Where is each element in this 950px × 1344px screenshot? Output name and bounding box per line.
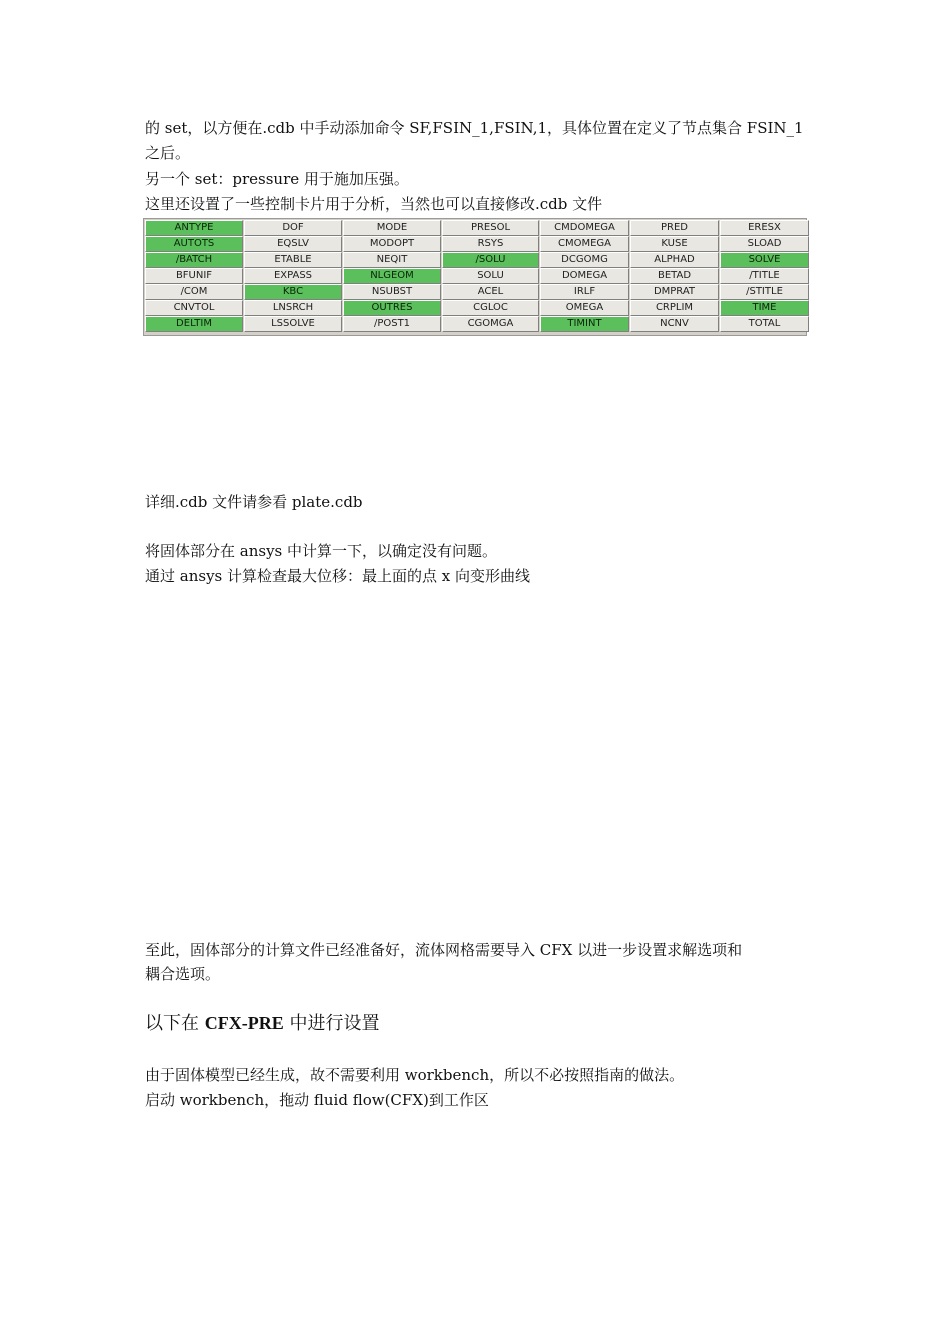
control-card-alphad: ALPHAD: [630, 252, 719, 268]
control-card-nsubst: NSUBST: [343, 284, 441, 300]
control-card-cmomega: CMOMEGA: [540, 236, 629, 252]
control-card-presol: PRESOL: [442, 220, 539, 236]
control-card-neqit: NEQIT: [343, 252, 441, 268]
control-card-dcgomg: DCGOMG: [540, 252, 629, 268]
section-heading: [145, 1011, 379, 1036]
control-card-bfunif: BFUNIF: [145, 268, 243, 284]
control-card-eresx: ERESX: [720, 220, 809, 236]
text-line-5: 详细.cdb 文件请参看 plate.cdb: [145, 493, 363, 511]
control-card-sload: SLOAD: [720, 236, 809, 252]
heading-bold: CFX-PRE: [204, 1013, 284, 1033]
control-card-betad: BETAD: [630, 268, 719, 284]
control-card-time: TIME: [720, 300, 809, 316]
control-card-total: TOTAL: [720, 316, 809, 332]
control-card-timint: TIMINT: [540, 316, 629, 332]
heading-suffix: 中进行设置: [283, 1013, 380, 1034]
text-line-3: 另一个 set：pressure 用于施加压强。: [145, 170, 409, 188]
control-card-omega: OMEGA: [540, 300, 629, 316]
control-card-dof: DOF: [244, 220, 342, 236]
control-card-kuse: KUSE: [630, 236, 719, 252]
text-line-10: 由于固体模型已经生成，故不需要利用 workbench，所以不必按照指南的做法。: [145, 1066, 685, 1084]
text-line-1: 的 set，以方便在.cdb 中手动添加命令 SF,FSIN_1,FSIN,1，具体位置在定义了节点集合 FSIN_1: [145, 119, 804, 137]
control-card-solu: /SOLU: [442, 252, 539, 268]
control-card-modopt: MODOPT: [343, 236, 441, 252]
control-card-nlgeom: NLGEOM: [343, 268, 441, 284]
control-card-solu: SOLU: [442, 268, 539, 284]
control-card-autots: AUTOTS: [145, 236, 243, 252]
control-card-kbc: KBC: [244, 284, 342, 300]
control-card-deltim: DELTIM: [145, 316, 243, 332]
control-card-irlf: IRLF: [540, 284, 629, 300]
control-card-pred: PRED: [630, 220, 719, 236]
control-card-acel: ACEL: [442, 284, 539, 300]
control-card-rsys: RSYS: [442, 236, 539, 252]
control-card-eqslv: EQSLV: [244, 236, 342, 252]
control-card-cgomga: CGOMGA: [442, 316, 539, 332]
control-card-expass: EXPASS: [244, 268, 342, 284]
control-card-domega: DOMEGA: [540, 268, 629, 284]
control-cards-grid: [143, 218, 807, 336]
control-card-crplim: CRPLIM: [630, 300, 719, 316]
control-card-ncnv: NCNV: [630, 316, 719, 332]
control-card-lssolve: LSSOLVE: [244, 316, 342, 332]
control-card-outres: OUTRES: [343, 300, 441, 316]
text-line-6: 将固体部分在 ansys 中计算一下，以确定没有问题。: [145, 542, 498, 560]
control-card-cmdomega: CMDOMEGA: [540, 220, 629, 236]
control-card-cgloc: CGLOC: [442, 300, 539, 316]
control-card-dmprat: DMPRAT: [630, 284, 719, 300]
control-card-etable: ETABLE: [244, 252, 342, 268]
control-card-solve: SOLVE: [720, 252, 809, 268]
control-card-lnsrch: LNSRCH: [244, 300, 342, 316]
control-card-stitle: /STITLE: [720, 284, 809, 300]
control-card-com: /COM: [145, 284, 243, 300]
control-card-mode: MODE: [343, 220, 441, 236]
text-line-7: 通过 ansys 计算检查最大位移：最上面的点 x 向变形曲线: [145, 567, 531, 585]
text-line-8: 至此，固体部分的计算文件已经准备好，流体网格需要导入 CFX 以进一步设置求解选项和: [145, 941, 743, 959]
text-line-9: 耦合选项。: [145, 965, 221, 983]
control-card-antype: ANTYPE: [145, 220, 243, 236]
control-card-cnvtol: CNVTOL: [145, 300, 243, 316]
control-card-batch: /BATCH: [145, 252, 243, 268]
control-card-title: /TITLE: [720, 268, 809, 284]
text-line-11: 启动 workbench，拖动 fluid flow(CFX)到工作区: [145, 1091, 489, 1109]
text-line-4: 这里还设置了一些控制卡片用于分析，当然也可以直接修改.cdb 文件: [145, 195, 603, 213]
control-card-post1: /POST1: [343, 316, 441, 332]
heading-prefix: 以下在: [145, 1013, 205, 1034]
text-line-2: 之后。: [145, 144, 191, 162]
